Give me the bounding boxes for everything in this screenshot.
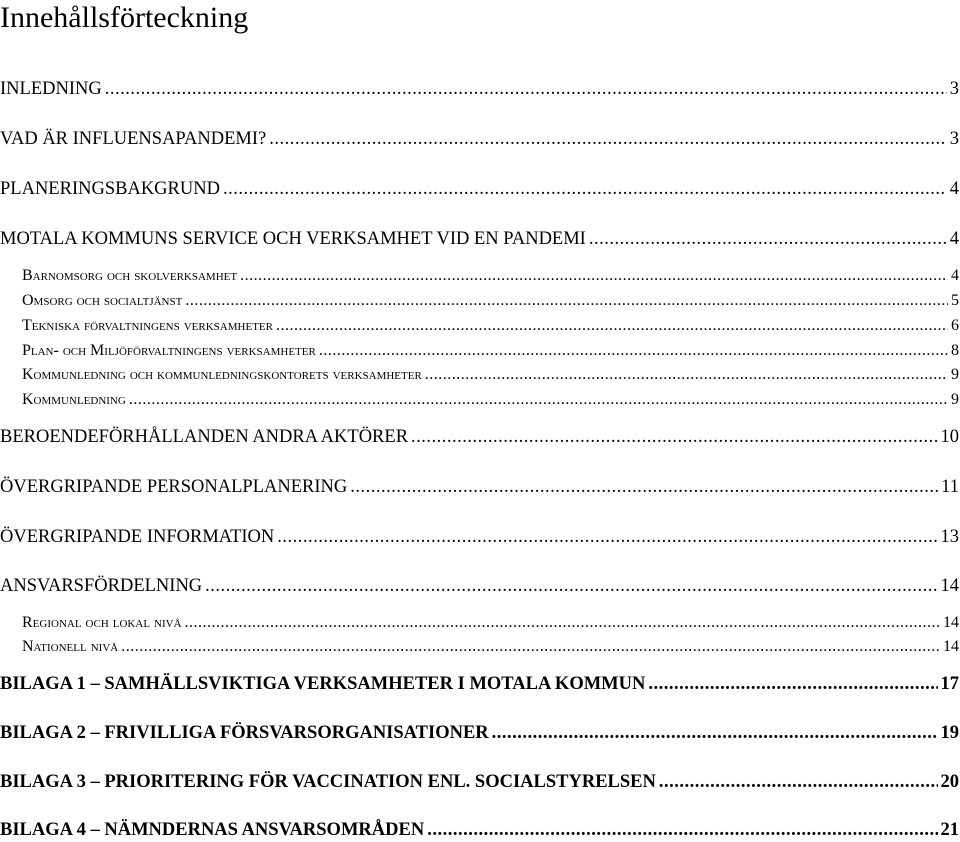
toc-page-number: 14 — [943, 638, 959, 655]
toc-entry-label: Kommunledning — [22, 391, 126, 408]
toc-entry[interactable] — [0, 771, 960, 793]
toc-page-number: 17 — [940, 674, 959, 694]
toc-page-number: 14 — [943, 614, 959, 631]
toc-entry-label: Plan- och Miljöförvaltningens verksamheter — [22, 342, 316, 359]
toc-page-number: 11 — [941, 477, 959, 497]
toc-entry-label: BILAGA 3 – PRIORITERING FÖR VACCINATION ENL. SOCIALSTYRELSEN — [0, 772, 656, 792]
toc-entry[interactable] — [0, 819, 960, 841]
toc-page-number: 10 — [940, 427, 959, 447]
toc-entry-label: INLEDNING — [0, 79, 102, 99]
toc-dot-leader — [276, 315, 948, 337]
toc-entry[interactable] — [0, 178, 960, 200]
toc-entry-label: BILAGA 4 – NÄMNDERNAS ANSVARSOMRÅDEN — [0, 820, 425, 840]
toc-dot-leader — [427, 819, 937, 841]
toc-dot-leader — [223, 178, 947, 200]
toc-page-number: 6 — [951, 317, 959, 334]
toc-dot-leader — [350, 476, 938, 498]
toc-dot-leader — [129, 389, 948, 411]
toc-dot-leader — [185, 290, 948, 312]
toc-subentry[interactable] — [22, 364, 960, 386]
toc-entry-label: BILAGA 1 – SAMHÄLLSVIKTIGA VERKSAMHETER I MOTALA KOMMUN — [0, 674, 646, 694]
toc-dot-leader — [185, 612, 940, 634]
toc-entry[interactable] — [0, 575, 960, 597]
toc-page-number: 14 — [940, 576, 959, 596]
toc-entry-label: BILAGA 2 – FRIVILLIGA FÖRSVARSORGANISATIONER — [0, 723, 489, 743]
toc-page-number: 3 — [949, 79, 959, 99]
toc-dot-leader — [425, 364, 948, 386]
toc-dot-leader — [121, 636, 940, 658]
toc-subentry[interactable] — [22, 315, 960, 337]
toc-page-number: 4 — [951, 267, 959, 284]
page-title: Innehållsförteckning — [0, 1, 249, 34]
toc-entry-label: Regional och lokal nivå — [22, 614, 182, 631]
toc-entry-label: MOTALA KOMMUNS SERVICE OCH VERKSAMHET VID EN PANDEMI — [0, 229, 586, 249]
toc-entry-label: Omsorg och socialtjänst — [22, 292, 183, 309]
toc-subentry[interactable] — [22, 636, 960, 658]
toc-subentry[interactable] — [22, 340, 960, 362]
toc-dot-leader — [240, 265, 948, 287]
toc-page-number: 21 — [940, 820, 959, 840]
toc-dot-leader — [659, 771, 938, 793]
toc-page-number: 5 — [951, 292, 959, 309]
toc-entry-label: ÖVERGRIPANDE INFORMATION — [0, 527, 275, 547]
toc-entry-label: ÖVERGRIPANDE PERSONALPLANERING — [0, 477, 348, 497]
toc-page-number: 9 — [951, 391, 959, 408]
toc-entry[interactable] — [0, 476, 960, 498]
toc-subentry[interactable] — [22, 389, 960, 411]
toc-entry[interactable] — [0, 78, 960, 100]
toc-entry-label: PLANERINGSBAKGRUND — [0, 179, 220, 199]
toc-entry-label: Nationell nivå — [22, 638, 119, 655]
toc-page-number: 9 — [951, 366, 959, 383]
toc-dot-leader — [319, 340, 948, 362]
toc-page-number: 20 — [940, 772, 959, 792]
toc-subentry[interactable] — [22, 612, 960, 634]
toc-page-number: 19 — [940, 723, 959, 743]
toc-dot-leader — [105, 78, 947, 100]
toc-dot-leader — [589, 228, 947, 250]
toc-dot-leader — [205, 575, 937, 597]
toc-entry[interactable] — [0, 426, 960, 448]
toc-subentry[interactable] — [22, 290, 960, 312]
toc-entry-label: ANSVARSFÖRDELNING — [0, 576, 203, 596]
toc-subentry[interactable] — [22, 265, 960, 287]
toc-entry-label: VAD ÄR INFLUENSAPANDEMI? — [0, 129, 267, 149]
toc-page-number: 4 — [949, 229, 959, 249]
toc-entry-label: Tekniska förvaltningens verksamheter — [22, 317, 273, 334]
toc-dot-leader — [411, 426, 937, 448]
toc-page-number: 4 — [949, 179, 959, 199]
toc-page-number: 3 — [949, 129, 959, 149]
toc-dot-leader — [492, 722, 938, 744]
toc-entry-label: Kommunledning och kommunledningskontorets verksamheter — [22, 366, 422, 383]
toc-entry[interactable] — [0, 228, 960, 250]
toc-entry-label: Barnomsorg och skolverksamhet — [22, 267, 238, 284]
toc-entry[interactable] — [0, 526, 960, 548]
toc-dot-leader — [648, 673, 937, 695]
toc-entry[interactable] — [0, 722, 960, 744]
toc-dot-leader — [269, 128, 947, 150]
toc-entry[interactable] — [0, 673, 960, 695]
toc-page-number: 13 — [940, 527, 959, 547]
toc-entry[interactable] — [0, 128, 960, 150]
toc-dot-leader — [277, 526, 937, 548]
toc-entry-label: BEROENDEFÖRHÅLLANDEN ANDRA AKTÖRER — [0, 427, 409, 447]
toc-page-number: 8 — [951, 342, 959, 359]
